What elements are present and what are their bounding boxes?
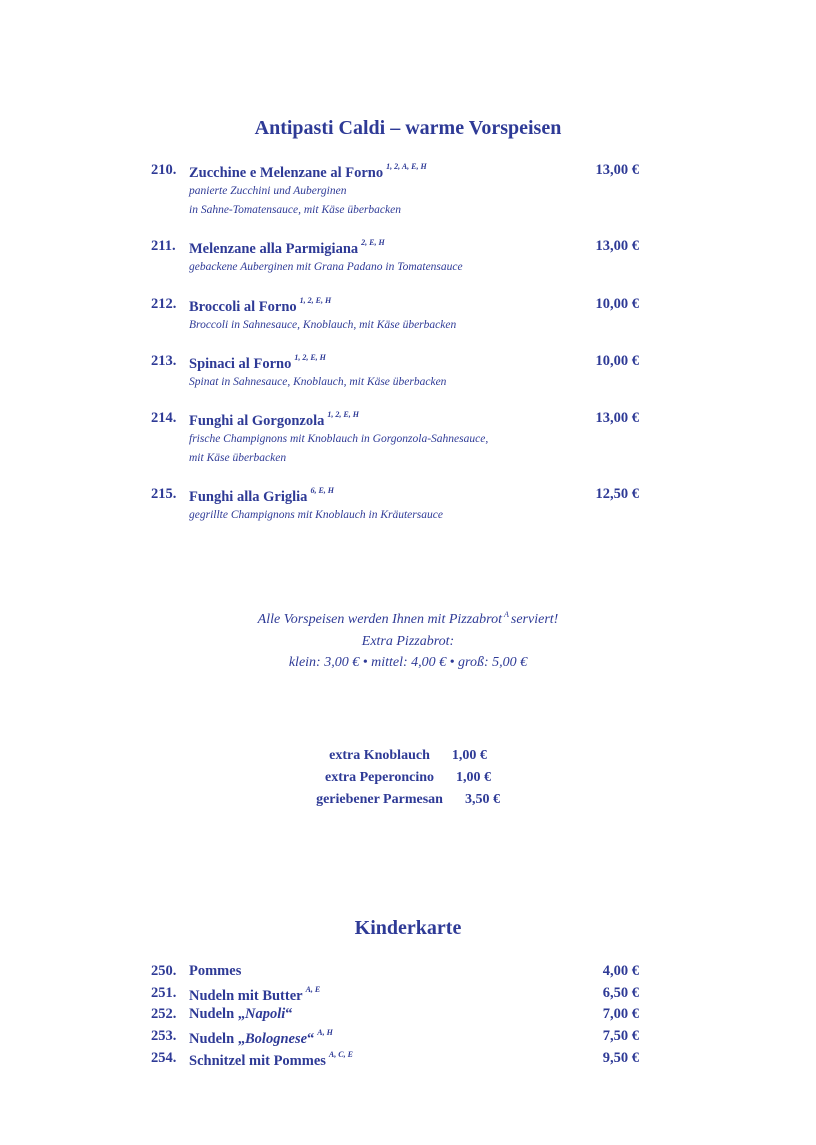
item-name <box>189 1006 293 1023</box>
description-line: Spinat in Sahnesauce, Knoblauch, mit Käse überbacken <box>189 376 447 388</box>
item-name <box>189 238 385 258</box>
extra-label: geriebener Parmesan <box>316 792 443 807</box>
note-text: Alle Vorspeisen werden Ihnen mit Pizzabrot <box>257 612 502 627</box>
description-line: mit Käse überbacken <box>189 452 287 464</box>
item-name-italic: Bolognese <box>245 1031 308 1047</box>
note-line-2: Extra Pizzabrot: <box>361 633 455 649</box>
item-name-text: Zucchine e Melenzane al Forno <box>189 165 384 181</box>
extra-label: extra Peperoncino <box>325 770 434 785</box>
item-name <box>189 353 326 373</box>
extra-price: 1,00 € <box>456 770 491 785</box>
description-line: gegrillte Champignons mit Knoblauch in Kräutersauce <box>189 509 443 521</box>
item-number: 211. <box>151 238 176 254</box>
item-price: 10,00 € <box>595 353 639 369</box>
kids-item-251 <box>151 985 639 1007</box>
item-name-text: Funghi al Gorgonzola <box>189 413 325 429</box>
kids-item-253 <box>151 1028 639 1050</box>
pizzabrot-note <box>0 604 816 674</box>
item-price: 12,50 € <box>595 486 639 502</box>
extra-row-knoblauch <box>0 748 816 770</box>
item-price: 7,00 € <box>602 1006 639 1022</box>
item-name-quote: “ <box>307 1031 315 1047</box>
extra-row-peperoncino <box>0 770 816 792</box>
item-number: 214. <box>151 410 177 426</box>
item-description <box>189 430 639 468</box>
allergen-codes: 6, E, H <box>310 486 334 495</box>
extra-price: 3,50 € <box>464 792 500 807</box>
menu-item-213 <box>151 353 639 392</box>
allergen-codes: A, C, E <box>328 1050 353 1059</box>
item-name-text: Funghi alla Griglia <box>189 489 308 505</box>
allergen-codes: 1, 2, E, H <box>299 296 332 305</box>
note-text: serviert! <box>510 612 559 627</box>
note-line-1 <box>0 604 816 631</box>
extra-label: extra Knoblauch <box>329 748 430 763</box>
item-name-text: Schnitzel mit Pommes <box>189 1053 326 1069</box>
kinderkarte-section-title: Kinderkarte <box>354 917 462 939</box>
item-name <box>189 162 427 182</box>
item-number: 212. <box>151 296 177 312</box>
item-price: 9,50 € <box>602 1050 639 1066</box>
item-number: 253. <box>151 1028 177 1044</box>
antipasti-section-title: Antipasti Caldi – warme Vorspeisen <box>254 117 562 139</box>
menu-item-214 <box>151 410 639 468</box>
allergen-codes: 1, 2, E, H <box>294 353 326 362</box>
item-price: 6,50 € <box>602 985 639 1001</box>
item-number: 251. <box>151 985 177 1001</box>
menu-item-210 <box>151 162 639 220</box>
kids-item-250 <box>151 963 639 985</box>
allergen-codes: A, H <box>317 1028 333 1037</box>
description-line: Broccoli in Sahnesauce, Knoblauch, mit Käse überbacken <box>189 319 457 331</box>
item-name-italic: Napoli <box>245 1006 286 1022</box>
item-price: 10,00 € <box>595 296 639 312</box>
item-description <box>189 506 639 525</box>
menu-item-212 <box>151 296 639 335</box>
extra-price: 1,00 € <box>451 748 487 763</box>
kids-item-254 <box>151 1050 639 1072</box>
extras-list <box>0 748 816 814</box>
kids-item-252 <box>151 1006 639 1028</box>
description-line: panierte Zucchini und Auberginen <box>189 185 347 197</box>
item-name <box>189 985 320 1005</box>
item-description <box>189 373 639 392</box>
allergen-codes: A, E <box>305 985 321 994</box>
item-price: 13,00 € <box>595 410 639 426</box>
menu-item-211 <box>151 238 639 277</box>
item-number: 254. <box>151 1050 177 1066</box>
item-number: 252. <box>151 1006 177 1022</box>
item-name <box>189 410 359 430</box>
extra-row-parmesan <box>0 792 816 814</box>
description-line: in Sahne-Tomatensauce, mit Käse überbacken <box>189 204 401 216</box>
item-price: 7,50 € <box>602 1028 639 1044</box>
item-price: 4,00 € <box>602 963 639 979</box>
allergen-codes: A <box>504 610 509 619</box>
item-name <box>189 486 334 506</box>
item-number: 213. <box>151 353 177 369</box>
item-number: 250. <box>151 963 177 979</box>
description-line: gebackene Auberginen mit Grana Padano in Tomatensauce <box>189 261 463 273</box>
item-name <box>189 296 331 316</box>
item-name <box>189 963 241 980</box>
item-price: 13,00 € <box>595 238 639 254</box>
item-number: 215. <box>151 486 177 502</box>
menu-item-215 <box>151 486 639 525</box>
item-name-text: Nudeln „ <box>189 1006 246 1022</box>
item-number: 210. <box>151 162 177 178</box>
item-name-text: Nudeln mit Butter <box>189 988 303 1004</box>
item-description <box>189 258 639 277</box>
item-name-text: Pommes <box>189 963 242 979</box>
note-line-3: klein: 3,00 € • mittel: 4,00 € • groß: 5,00 € <box>288 655 528 670</box>
item-price: 13,00 € <box>595 162 639 178</box>
item-name <box>189 1050 353 1070</box>
item-description <box>189 316 639 335</box>
item-name-text: Spinaci al Forno <box>189 356 292 372</box>
allergen-codes: 2, E, H <box>361 238 385 247</box>
description-line: frische Champignons mit Knoblauch in Gorgonzola-Sahnesauce, <box>189 433 489 445</box>
item-name-text: Melenzane alla Parmigiana <box>189 241 359 257</box>
item-name-text: Nudeln „ <box>189 1031 246 1047</box>
item-name <box>189 1028 333 1048</box>
item-description <box>189 182 639 220</box>
allergen-codes: 1, 2, A, E, H <box>386 162 427 171</box>
item-name-quote: “ <box>285 1006 293 1022</box>
item-name-text: Broccoli al Forno <box>189 299 297 315</box>
allergen-codes: 1, 2, E, H <box>327 410 359 419</box>
